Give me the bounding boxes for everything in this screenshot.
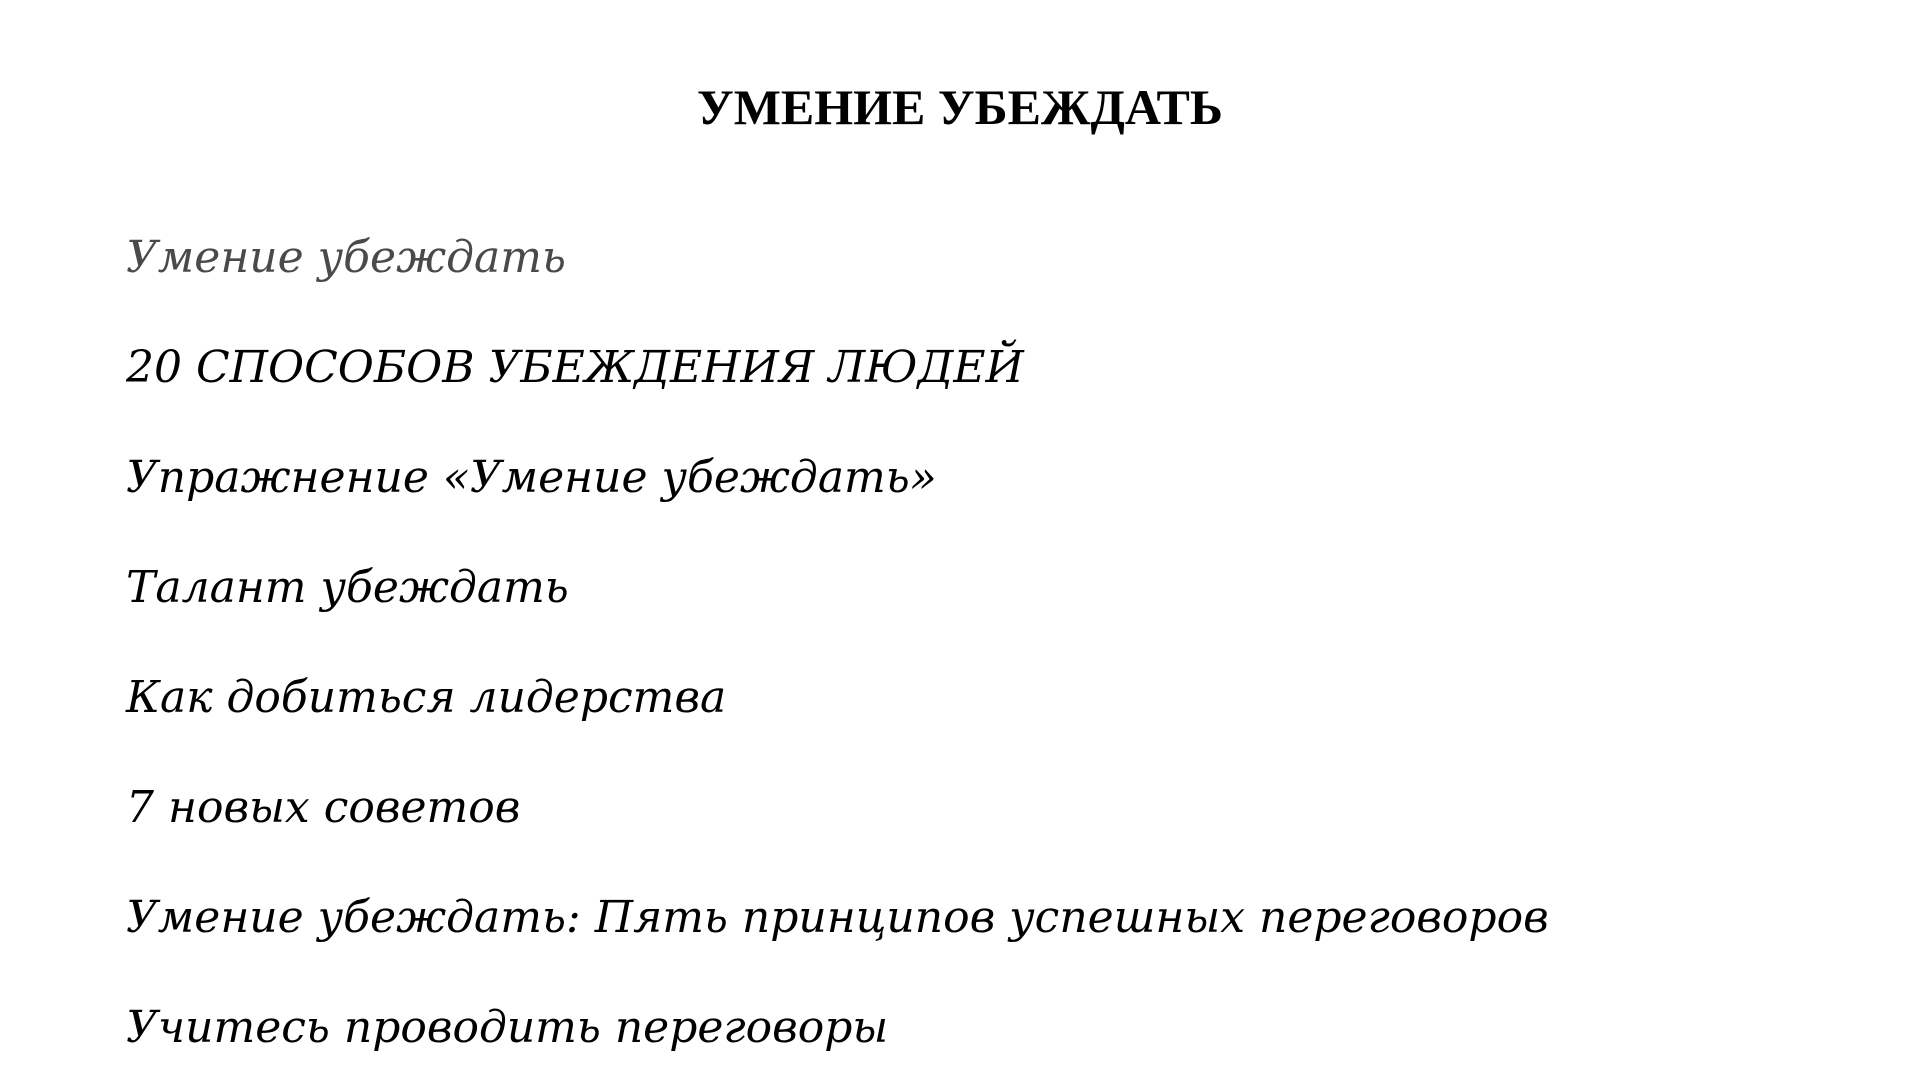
toc-item-3[interactable]: Упражнение «Умение убеждать» (126, 452, 937, 503)
toc-item-6[interactable]: 7 новых советов (126, 782, 521, 833)
table-of-contents (126, 228, 1549, 1080)
toc-item-4[interactable]: Талант убеждать (126, 562, 569, 613)
toc-item-2[interactable]: 20 СПОСОБОВ УБЕЖДЕНИЯ ЛЮДЕЙ (126, 342, 1024, 393)
toc-item-7[interactable]: Умение убеждать: Пять принципов успешных переговоров (126, 892, 1549, 943)
toc-item-5[interactable]: Как добиться лидерства (126, 672, 727, 723)
toc-item-8[interactable]: Учитесь проводить переговоры (126, 1002, 889, 1053)
page-title: УМЕНИЕ УБЕЖДАТЬ (697, 79, 1223, 135)
toc-item-1[interactable]: Умение убеждать (126, 232, 566, 283)
